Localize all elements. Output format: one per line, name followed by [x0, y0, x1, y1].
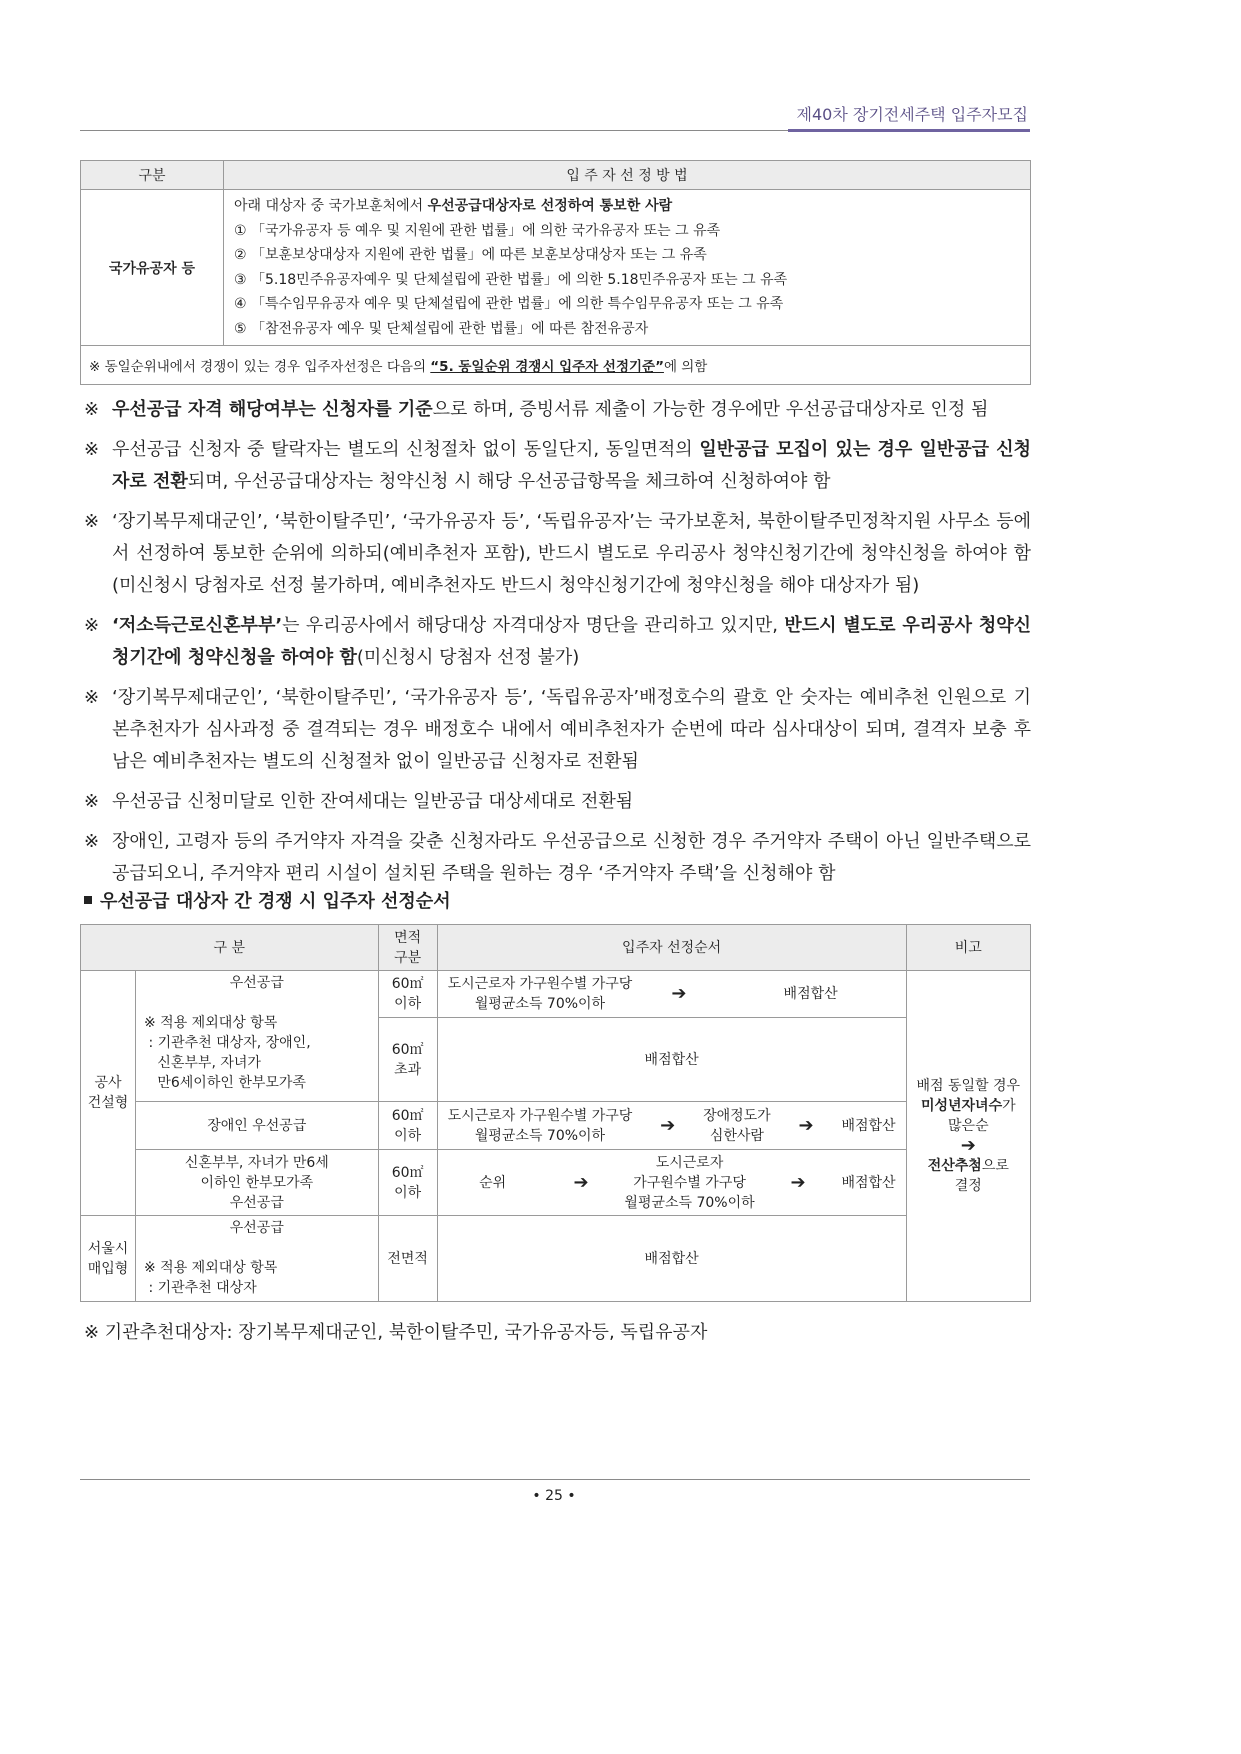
notes-list: [84, 394, 1031, 898]
area-all: 전면적: [378, 1216, 437, 1302]
method-item: ⑤ 「참전유공자 예우 및 단체설립에 관한 법률」에 따른 참전유공자: [234, 320, 649, 337]
note-item: ※ ‘장기복무제대군인’, ‘북한이탈주민’, ‘국가유공자 등’, ‘독립유공자’배정호수의 괄호 안 숫자는 예비추천 인원으로 기본추천자가 심사과정 중 결격되는 경우 배정호수 내에서 예비추천자가 순번에 따라 심사대상이 되며, 결격자 보충 후 남은 예비추천자는 별도의 신청절차 없이 일반공급 신청자로 전환됨: [84, 687, 1031, 772]
order-flow-3: 도시근로자 가구원수별 가구당 월평균소득 70%이하 ➔ 장애정도가 심한사람 ➔ 배점합산: [437, 1102, 906, 1150]
col-method: 입 주 자 선 정 방 법: [224, 161, 1031, 190]
page-header-title: 제40차 장기전세주택 입주자모집: [796, 105, 1028, 124]
arrow-right-icon: ➔: [798, 1114, 814, 1136]
exclusion-list: ※ 적용 제외대상 항목 : 기관추천 대상자, 장애인, 신혼부부, 자녀가 만6세이하인 한부모가족: [144, 1015, 311, 1091]
order-flow-4: 순위 ➔ 도시근로자 가구원수별 가구당 월평균소득 70%이하 ➔ 배점합산: [437, 1150, 906, 1216]
footnote: ※ 기관추천대상자: 장기복무제대군인, 북한이탈주민, 국가유공자등, 독립유공자: [84, 1322, 708, 1343]
disabled-supply: 장애인 우선공급: [136, 1102, 379, 1150]
section-title: 우선공급 대상자 간 경쟁 시 입주자 선정순서: [84, 887, 451, 913]
note-item: ※ ‘저소득근로신혼부부’는 우리공사에서 해당대상 자격대상자 명단을 관리하고 있지만, 반드시 별도로 우리공사 청약신청기간에 청약신청을 하여야 함(미신청시 당첨자 선정 불가): [84, 615, 1032, 668]
note-item: ※ 우선공급 자격 해당여부는 신청자를 기준으로 하며, 증빙서류 제출이 가능한 경우에만 우선공급대상자로 인정 됨: [84, 399, 989, 420]
note-item: ※ 우선공급 신청자 중 탈락자는 별도의 신청절차 없이 동일단지, 동일면적의 일반공급 모집이 있는 경우 일반공급 신청자로 전환되며, 우선공급대상자는 청약신청 시 해당 우선공급항목을 체크하여 신청하여야 함: [84, 439, 1031, 492]
page-number: • 25 •: [532, 1488, 576, 1504]
remark-cell: 배점 동일할 경우 미성년자녀수가 많은순 ➔ 전산추첨으로 결정: [906, 971, 1030, 1302]
header-accent-bar: [788, 129, 1030, 132]
priority-order-table: [80, 924, 1031, 1302]
note-item: ※ ‘장기복무제대군인’, ‘북한이탈주민’, ‘국가유공자 등’, ‘독립유공자’는 국가보훈처, 북한이탈주민정착지원 사무소 등에서 선정하여 통보한 순위에 의하되(예비추천자 포함), 반드시 별도로 우리공사 청약신청기간에 청약신청을 하여야 함 (미신청시 당첨자로 선정 불가하며, 예비추천자도 반드시 청약신청기간에 청약신청을 해야 대상자가 됨): [84, 511, 1031, 596]
square-bullet-icon: [84, 896, 92, 904]
area-60-under: 60㎡ 이하: [378, 1102, 437, 1150]
row-label: 국가유공자 등: [81, 190, 224, 346]
method-item: ④ 「특수임무유공자 예우 및 단체설립에 관한 법률」에 의한 특수임무유공자 또는 그 유족: [234, 296, 784, 312]
col-gubun: 구분: [81, 161, 224, 190]
score-sum: 배점합산: [437, 1216, 906, 1302]
method-item: ② 「보훈보상대상자 지원에 관한 법률」에 따른 보훈보상대상자 또는 그 유족: [234, 247, 707, 263]
method-intro: 아래 대상자 중 국가보훈처에서 우선공급대상자로 선정하여 통보한 사람: [234, 198, 673, 214]
footer-rule: [80, 1479, 1030, 1480]
table-note: ※ 동일순위내에서 경쟁이 있는 경우 입주자선정은 다음의 “5. 동일순위 경쟁시 입주자 선정기준”에 의함: [81, 346, 1031, 385]
note-item: ※ 장애인, 고령자 등의 주거약자 자격을 갖춘 신청자라도 우선공급으로 신청한 경우 주거약자 주택이 아닌 일반주택으로 공급되오니, 주거약자 편리 시설이 설치된 주택을 원하는 경우 ‘주거약자 주택’을 신청해야 함: [84, 831, 1031, 884]
selection-method-table: [80, 160, 1031, 385]
arrow-right-icon: ➔: [660, 1114, 676, 1136]
arrow-right-icon: ➔: [671, 983, 687, 1004]
order-flow-1: 도시근로자 가구원수별 가구당 월평균소득 70%이하 ➔ 배점합산: [437, 971, 906, 1018]
newlywed-supply: 신혼부부, 자녀가 만6세 이하인 한부모가족 우선공급: [136, 1150, 379, 1216]
arrow-down-icon: ➔: [960, 1135, 976, 1156]
method-item: ① 「국가유공자 등 예우 및 지원에 관한 법률」에 의한 국가유공자 또는 그 유족: [234, 222, 721, 239]
priority-supply-cell: 우선공급 ※ 적용 제외대상 항목 : 기관추천 대상자, 장애인, 신혼부부, 자녀가 만6세이하인 한부모가족: [136, 971, 379, 1102]
area-60-under: 60㎡ 이하: [378, 1150, 437, 1216]
area-60-under: 60㎡ 이하: [378, 971, 437, 1018]
type-gongsa: 공사 건설형: [81, 971, 136, 1216]
arrow-right-icon: ➔: [573, 1171, 589, 1193]
note-item: ※ 우선공급 신청미달로 인한 잔여세대는 일반공급 대상세대로 전환됨: [84, 791, 634, 812]
h-gubun: 구 분: [81, 925, 379, 971]
method-cell: [224, 190, 1031, 346]
h-area: 면적 구분: [378, 925, 437, 971]
method-item: ③ 「5.18민주유공자예우 및 단체설립에 관한 법률」에 의한 5.18민주유공자 또는 그 유족: [234, 271, 788, 288]
area-60-over: 60㎡ 초과: [378, 1018, 437, 1102]
score-sum: 배점합산: [437, 1018, 906, 1102]
h-note: 비고: [906, 925, 1030, 971]
arrow-right-icon: ➔: [790, 1171, 806, 1193]
h-order: 입주자 선정순서: [437, 925, 906, 971]
type-seoul: 서울시 매입형: [81, 1216, 136, 1302]
seoul-supply-cell: 우선공급 ※ 적용 제외대상 항목 : 기관추천 대상자: [136, 1216, 379, 1302]
